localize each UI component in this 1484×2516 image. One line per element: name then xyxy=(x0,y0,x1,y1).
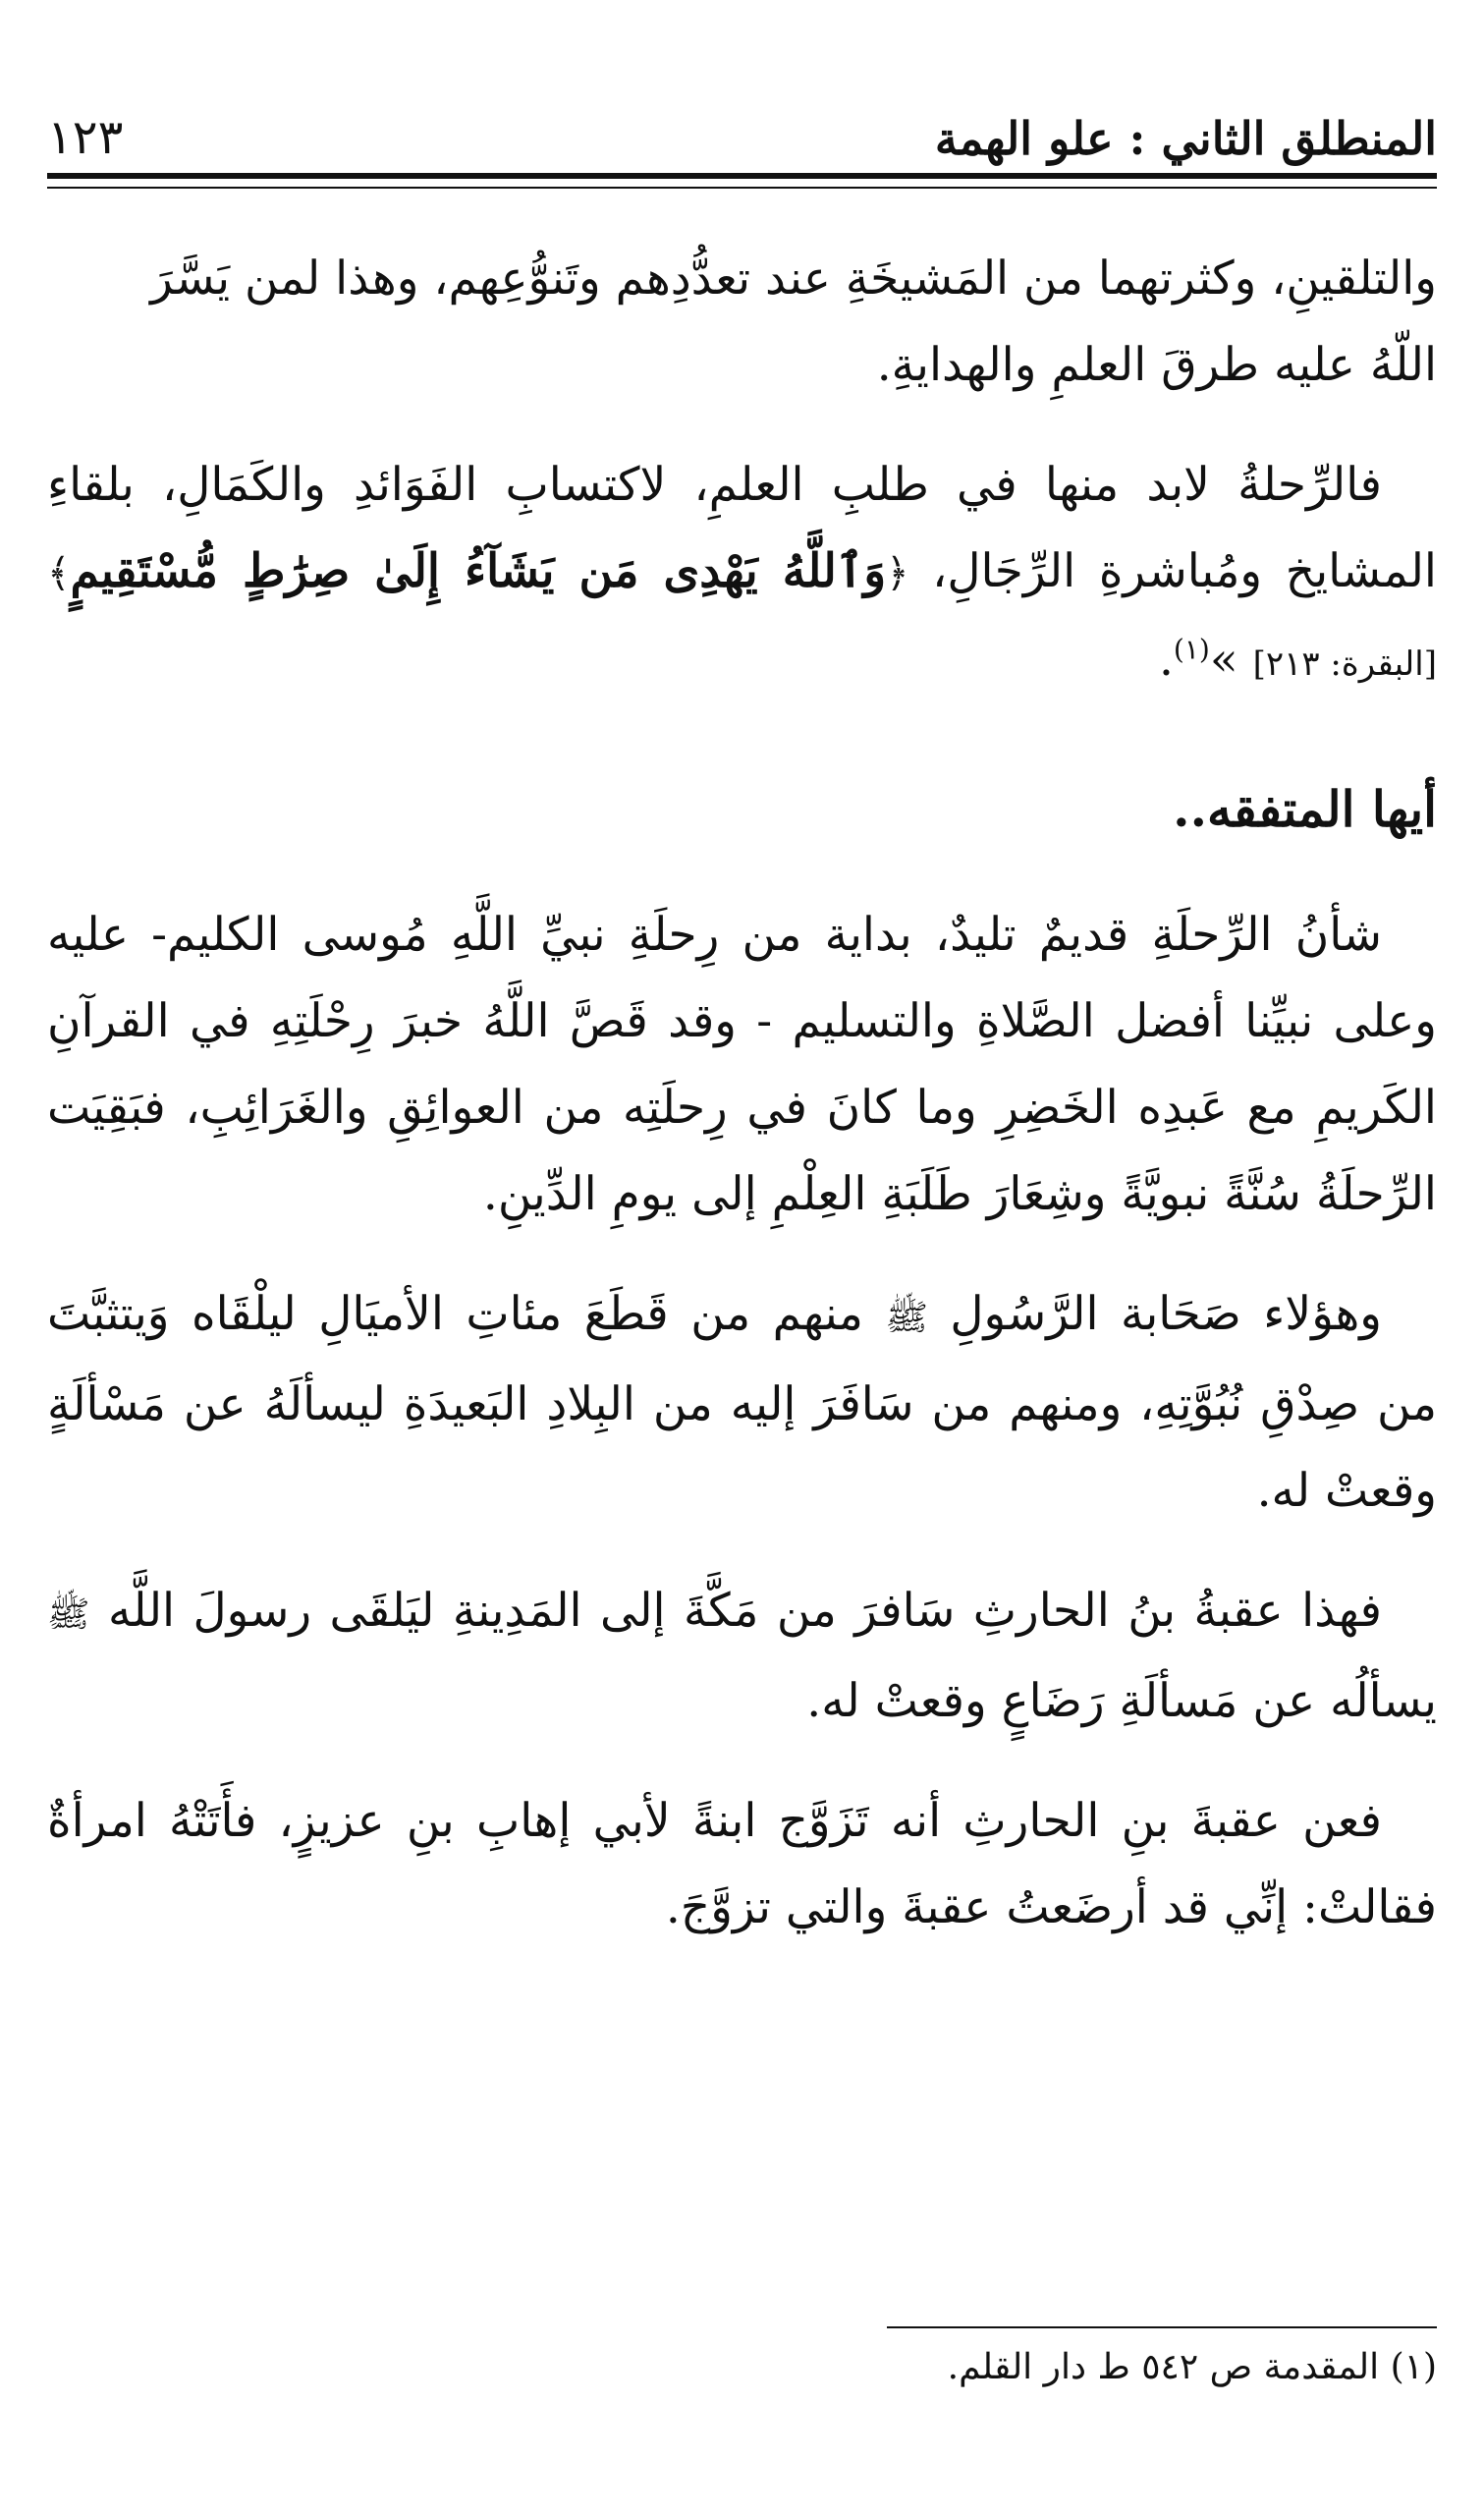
page-body xyxy=(47,236,1437,1985)
footnote-text: المقدمة ص ٥٤٢ ط دار القلم. xyxy=(947,2347,1380,2387)
paragraph-4 xyxy=(47,1271,1437,1535)
footnote-separator xyxy=(887,2326,1437,2328)
paragraph-4-after: منهم من قَطَعَ مئاتِ الأميَالِ ليلْقَاه وَيتثبَّتَ من صِدْقِ نُبُوَّتِهِ، ومنهم من سَافَرَ إليه من البِلادِ البَعيدَةِ ليسألَهُ عن مَسْألَةٍ وقعتْ له. xyxy=(47,1287,1437,1518)
footnote-number: (١) xyxy=(1390,2347,1437,2387)
quran-bracket-close: ﴾ xyxy=(47,551,71,596)
header-rule-thin xyxy=(47,187,1437,189)
salawat-glyph: ﷺ xyxy=(885,1298,928,1338)
paragraph-2-text: فالرِّحلةُ لابد منها في طلبِ العلمِ، لاكتسابِ الفَوَائدِ والكَمَالِ، بلقاءِ المشايخ ومُباشرةِ الرِّجَالِ، xyxy=(47,458,1437,598)
paragraph-5-after: يسألُه عن مَسألَةِ رَضَاعٍ وقعتْ له. xyxy=(806,1674,1437,1728)
paragraph-1 xyxy=(47,236,1437,409)
page-number: ١٢٣ xyxy=(47,110,124,165)
paragraph-2-end: . xyxy=(1158,633,1174,687)
closing-quote: » xyxy=(1209,633,1238,687)
paragraph-4-before: وهؤلاء صَحَابة الرَّسُولِ xyxy=(950,1287,1382,1341)
quran-verse: وَٱللَّهُ يَهْدِى مَن يَشَآءُ إِلَىٰ صِرَٰطٍ مُّسْتَقِيمٍ xyxy=(70,544,887,598)
paragraph-5-before: فهذا عقبةُ بنُ الحارثِ سَافرَ من مَكَّةَ إلى المَدِينةِ ليَلقَى رسولَ اللَّه xyxy=(107,1584,1382,1638)
page-header xyxy=(47,86,1437,165)
paragraph-1-line-2: اللّهُ عليه طرقَ العلمِ والهدايةِ. xyxy=(876,338,1437,392)
paragraph-3: شأنُ الرِّحلَةِ قديمٌ تليدٌ، بداية من رِحلَةِ نبيِّ اللَّهِ مُوسى الكليم- عليه وعلى نبيِّنا أفضل الصَّلاةِ والتسليم - وقد قَصَّ اللَّهُ خبرَ رِحْلَتِهِ في القرآنِ الكَريمِ مع عَبدِه الخَضِرِ وما كانَ في رِحلَتِه من العوائِقِ والغَرَائِبِ، فبَقِيَت الرِّحلَةُ سُنَّةً نبويَّةً وشِعَارَ طَلَبَةِ العِلْمِ إلى يومِ الدِّينِ. xyxy=(47,908,1437,1221)
footnote-reference: (١) xyxy=(1173,633,1210,666)
section-heading: أيها المتفقه.. xyxy=(1173,780,1437,838)
salawat-glyph: ﷺ xyxy=(47,1594,90,1635)
verse-citation: [البقرة: ٢١٣] xyxy=(1252,644,1437,684)
paragraph-1-line-1: والتلقينِ، وكثرتهما من المَشيخَةِ عند تعدُّدِهم وتَنوُّعِهم، وهذا لمن يَسَّرَ xyxy=(150,252,1437,306)
paragraph-6: فعن عقبةَ بنِ الحارثِ أنه تَزَوَّج ابنةً لأبي إهابِ بنِ عزيزٍ، فأَتَتْهُ امرأةٌ فقالتْ: إنِّي قد أرضَعتُ عقبةَ والتي تزوَّجَ. xyxy=(47,1794,1437,1934)
footnote xyxy=(47,2338,1437,2397)
running-title: المنطلق الثاني : علو الهمة xyxy=(934,112,1437,165)
paragraph-2 xyxy=(47,442,1437,707)
header-rule-thick xyxy=(47,173,1437,179)
quran-bracket-open: ﴿ xyxy=(886,551,909,596)
paragraph-5 xyxy=(47,1568,1437,1745)
